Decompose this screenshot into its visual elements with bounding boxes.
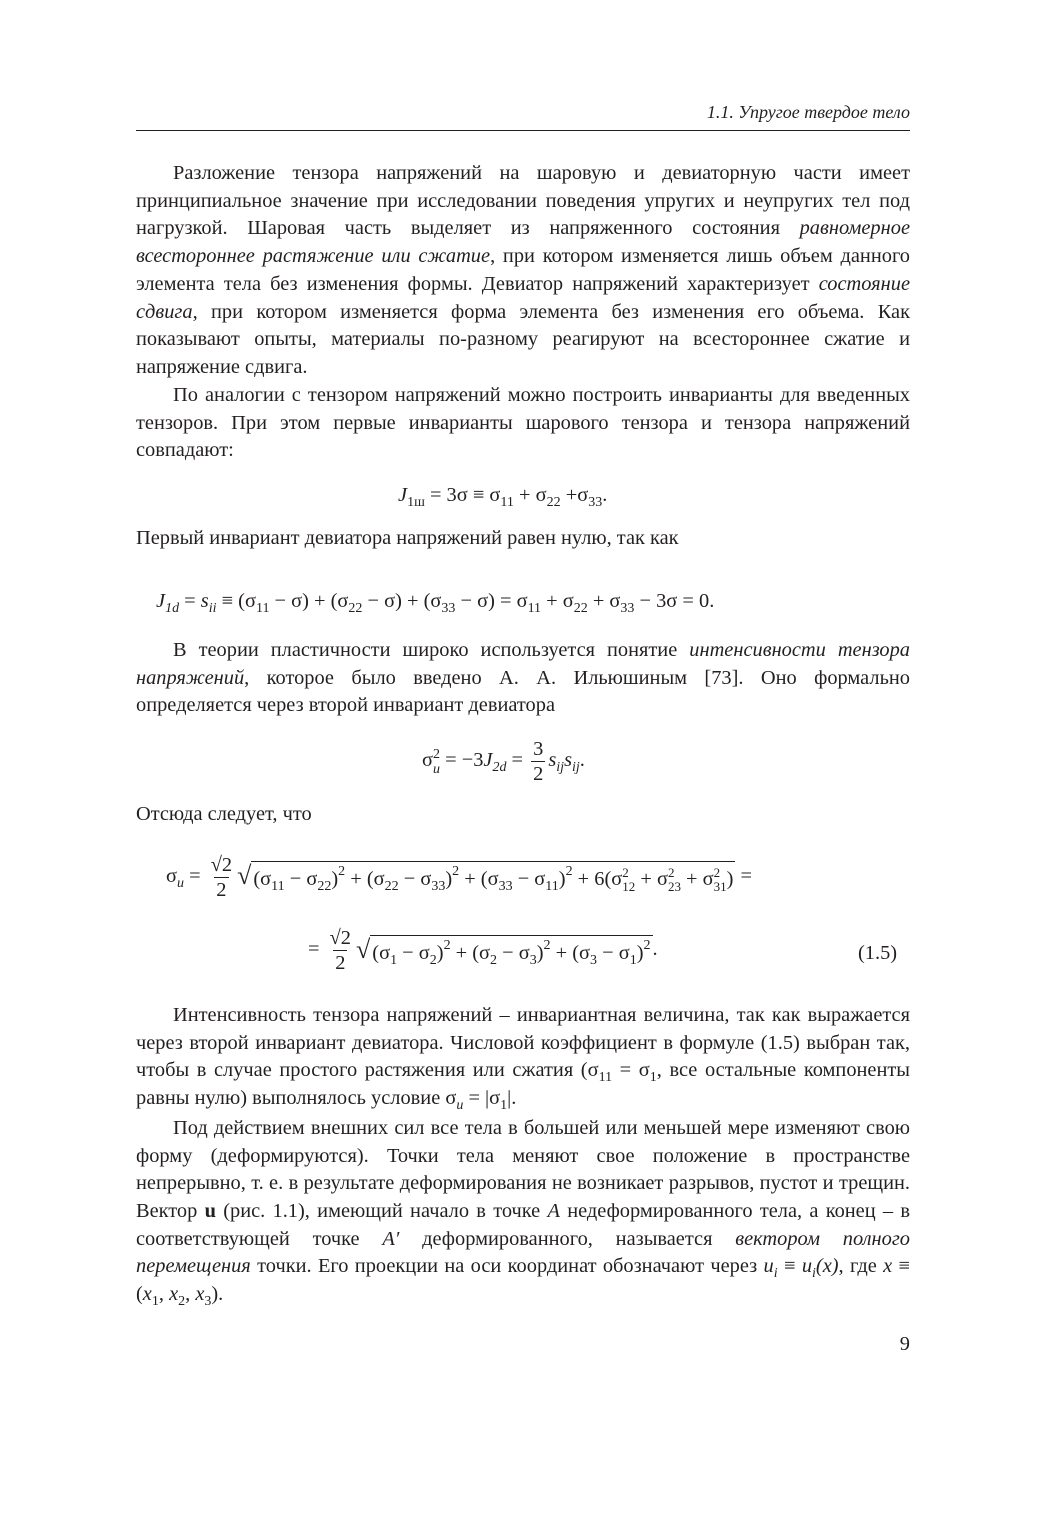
- text-block-bottom: [136, 1002, 910, 1309]
- paragraph-5: Отсюда следует, что: [136, 803, 312, 825]
- fraction-sqrt2-over-2: $\frac{√2}{2}$: [210, 854, 233, 901]
- paragraph-2: По аналогии с тензором напряжений можно построить инварианты для введенных тензоров. При этом первые инварианты шарового тензора и тензора напряжений совпадают:: [136, 384, 910, 462]
- radical: √ $(\sigma_{11} - \sigma_{22})^2 + (\sigma_{22} - \sigma_{33})^2 + (\sigma_{33} - \sigma_{11})^2 + 6(\sigma$ 2 12 + σ 2 23 + σ 2 31 ): [237, 860, 734, 895]
- equation-sigma-u-line1: $\sigma_u$ = $\frac{√2}{2}$ √ $(\sigma_{11} - \sigma_{22})^2 + (\sigma_{22} - \sigma_{33})^2 + (\sigma_{33} - \sigma_{11})^2 + 6(\sigma$ 2 12 + σ 2 23 + σ 2 31 ) =: [166, 854, 753, 901]
- paragraph-1: Разложение тензора напряжений на шаровую и девиаторную части имеет принципиальное значение при исследовании поведения упругих и неупругих тел под нагрузкой. Шаровая часть выделяет из напряженного состояния равномерное всестороннее растяжение или сжатие, при котором изменяется лишь объем данного элемента тела без изменения формы. Девиатор напряжений характеризует состояние сдвига, при котором изменяется форма элемента без изменения его объема. Как показывают опыты, материалы по-разному реагируют на всестороннее сжатие и напряжение сдвига.: [136, 162, 910, 378]
- header-rule: [136, 130, 910, 131]
- radical-b: √ $(\sigma_1 - \sigma_2)^2 + (\sigma_2 - \sigma_3)^2 + (\sigma_3 - \sigma_1)^2$: [356, 934, 651, 968]
- fraction-3-over-2: $\frac{3}{2}$: [533, 738, 544, 785]
- paragraph-4: В теории пластичности широко используется понятие интенсивности тензора напряжений, которое было введено А. А. Ильюшиным [73]. Оно формально определяется через второй инвариант девиатора: [136, 639, 910, 717]
- paragraph-7: Под действием внешних сил все тела в большей или меньшей мере изменяют свою форму (деформируются). Точки тела меняют свое положение в пространстве непрерывно, т. е. в результате деформирования не возникает разрывов, пустот и трещин. Вектор u (рис. 1.1), имеющий начало в точке A недеформированного тела, а конец – в соответствующей точке A′ деформированного, называется вектором полного перемещения точки. Его проекции на оси координат обозначают через $u_i \equiv u_i(x)$, где $x \equiv (x_1$, $x_2$, $x_3$).: [136, 1116, 911, 1310]
- equation-sigma-u-line2: = $\frac{√2}{2}$ √ $(\sigma_1 - \sigma_2)^2 + (\sigma_2 - \sigma_3)^2 + (\sigma_3 - \sigma_1)^2$ .: [308, 927, 658, 974]
- fraction-sqrt2-over-2-b: $\frac{√2}{2}$: [329, 927, 351, 974]
- paragraph-6: Интенсивность тензора напряжений – инвариантная величина, так как выражается через второй инвариант девиатора. Числовой коэффициент в формуле (1.5) выбран так, чтобы в случае простого растяжения или сжатия ($\sigma_{11} = \sigma_1$, все остальные компоненты равны нулю) выполнялось условие $\sigma_u = |\sigma_1|$.: [136, 1004, 911, 1114]
- page-number: 9: [899, 1333, 910, 1355]
- paragraph-3: Первый инвариант девиатора напряжений равен нулю, так как: [136, 527, 679, 549]
- equation-J1sh: $J_{1ш} = 3\sigma \equiv \sigma_{11} + \sigma_{22} +\sigma_{33}$.: [398, 484, 608, 510]
- equation-J1d: $J_{1d} = s_{ii} \equiv (\sigma_{11} - \sigma) + (\sigma_{22} - \sigma) + (\sigma_{33} - \sigma) = \sigma_{11} + \sigma_{22} + \sigma_{33} - 3\sigma = 0$.: [156, 590, 715, 616]
- equation-sigma-u-squared: σ 2 u = $-3J_{2d}$ = $\frac{3}{2}$ $s_{ij}s_{ij}$.: [422, 738, 585, 785]
- equation-number: (1.5): [858, 942, 898, 964]
- running-header: 1.1. Упругое твердое тело: [706, 102, 910, 122]
